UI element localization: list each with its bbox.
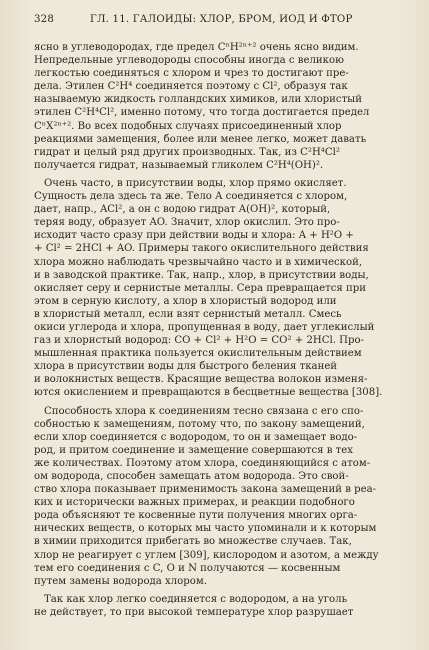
text-line: получается гидрат, называемый гликолем C²H⁴(OH)². <box>34 159 324 171</box>
text-line: теряя воду, образует AO. Значит, хлор окислил. Это про- <box>34 217 340 229</box>
text-line: хлор не реагирует с углем [309], кислородом и азотом, а между <box>34 549 379 561</box>
text-line: хлора можно наблюдать чрезвычайно часто и в химической, <box>34 256 363 268</box>
running-title: ГЛ. 11. ГАЛОИДЫ: ХЛОР, БРОМ, ИОД И ФТОР <box>90 14 353 25</box>
text-line: гидрат и целый ряд других производных. Так, из C²H⁴Cl² <box>34 146 340 158</box>
text-line: ких и исторически важных примерах, и реакции подобного <box>34 497 355 509</box>
text-line: Так как хлор легко соединяется с водородом, а на уголь <box>44 593 348 605</box>
text-line: газ и хлористый водород: CO + Cl² + H²O = CO² + 2HCl. Про- <box>34 335 364 347</box>
text-line: CⁿX²ⁿ⁺². Во всех подобных случаях присоединенный хлор <box>34 120 342 132</box>
text-line: этилен C²H⁴Cl², именно потому, что тогда достигается предел <box>34 107 370 119</box>
text-line: хлора в присутствии воды для быстрого беления тканей <box>34 361 338 373</box>
text-line: Способность хлора к соединениям тесно связана с его спо- <box>44 405 364 417</box>
paragraph-4 <box>34 593 409 619</box>
paragraph-2 <box>34 177 409 400</box>
text-line: и в заводской практике. Так, напр., хлор, в присутствии воды, <box>34 269 369 281</box>
text-line: нических веществ, о которых мы часто упоминали и к которым <box>34 523 377 535</box>
text-line: дает, напр., ACl², а он с водою гидрат A(OH)², который, <box>34 204 331 216</box>
text-line: реакциями замещения, более или менее легко, может давать <box>34 133 367 145</box>
text-line: + Cl² = 2HCl + AO. Примеры такого окислительного действия <box>34 243 369 255</box>
text-line: Сущность дела здесь та же. Тело A соединяется с хлором, <box>34 191 348 203</box>
text-line: окиси углерода и хлора, пропущенная в воду, дает углекислый <box>34 321 375 333</box>
text-line: путем замены водорода хлором. <box>34 575 207 587</box>
text-line: называемую жидкость голландских химиков, или хлористый <box>34 94 362 106</box>
text-line: ство хлора показывает применимость закона замещений в реа- <box>34 484 377 496</box>
text-line: же количествах. Поэтому атом хлора, соединяющийся с атом- <box>34 457 371 469</box>
paragraph-1 <box>34 41 409 172</box>
text-line: дела. Этилен C²H⁴ соединяется поэтому с Cl², образуя так <box>34 81 348 93</box>
text-line: в хлористый металл, если взят сернистый металл. Смесь <box>34 308 342 320</box>
text-line: в химии приходится прибегать во множестве случаев. Так, <box>34 536 352 548</box>
text-line: рода объясняют те косвенные пути получения многих орга- <box>34 510 358 522</box>
text-line: и волокнистых веществ. Красящие вещества волокон изменя- <box>34 374 368 386</box>
page-body <box>34 41 409 619</box>
text-line: легкостью соединяться с хлором и чрез то достигают пре- <box>34 68 349 80</box>
text-line: окисляет серу и сернистые металлы. Сера превращается при <box>34 282 367 294</box>
text-line: исходит часто сразу при действии воды и хлора: A + H²O + <box>34 230 354 242</box>
page-header <box>34 14 409 25</box>
text-line: ются окислением и превращаются в бесцветные вещества [308]. <box>34 387 383 399</box>
text-line: тем его соединения с C, O и N получаются — косвенным <box>34 562 341 574</box>
text-line: Непредельные углеводороды способны иногда с великою <box>34 55 344 67</box>
text-line: Очень часто, в присутствии воды, хлор прямо окисляет. <box>44 177 347 189</box>
paragraph-3 <box>34 405 409 588</box>
text-line: род, и притом соединение и замещение совершаются в тех <box>34 444 353 456</box>
text-line: ом водорода, способен замещать атом водорода. Это свой- <box>34 471 349 482</box>
text-line: не действует, то при высокой температуре хлор разрушает <box>34 606 354 618</box>
text-line: если хлор соединяется с водородом, то он и замещает водо- <box>34 431 358 443</box>
page-number: 328 <box>34 14 55 25</box>
text-line: этом в серную кислоту, а хлор в хлористый водород или <box>34 295 337 307</box>
text-line: мышленная практика пользуется окислительным действием <box>34 348 362 360</box>
text-line: ясно в углеводородах, где предел CⁿH²ⁿ⁺² очень ясно видим. <box>34 42 359 53</box>
text-line: собностью к замещениям, потому что, по закону замещений, <box>34 418 365 430</box>
